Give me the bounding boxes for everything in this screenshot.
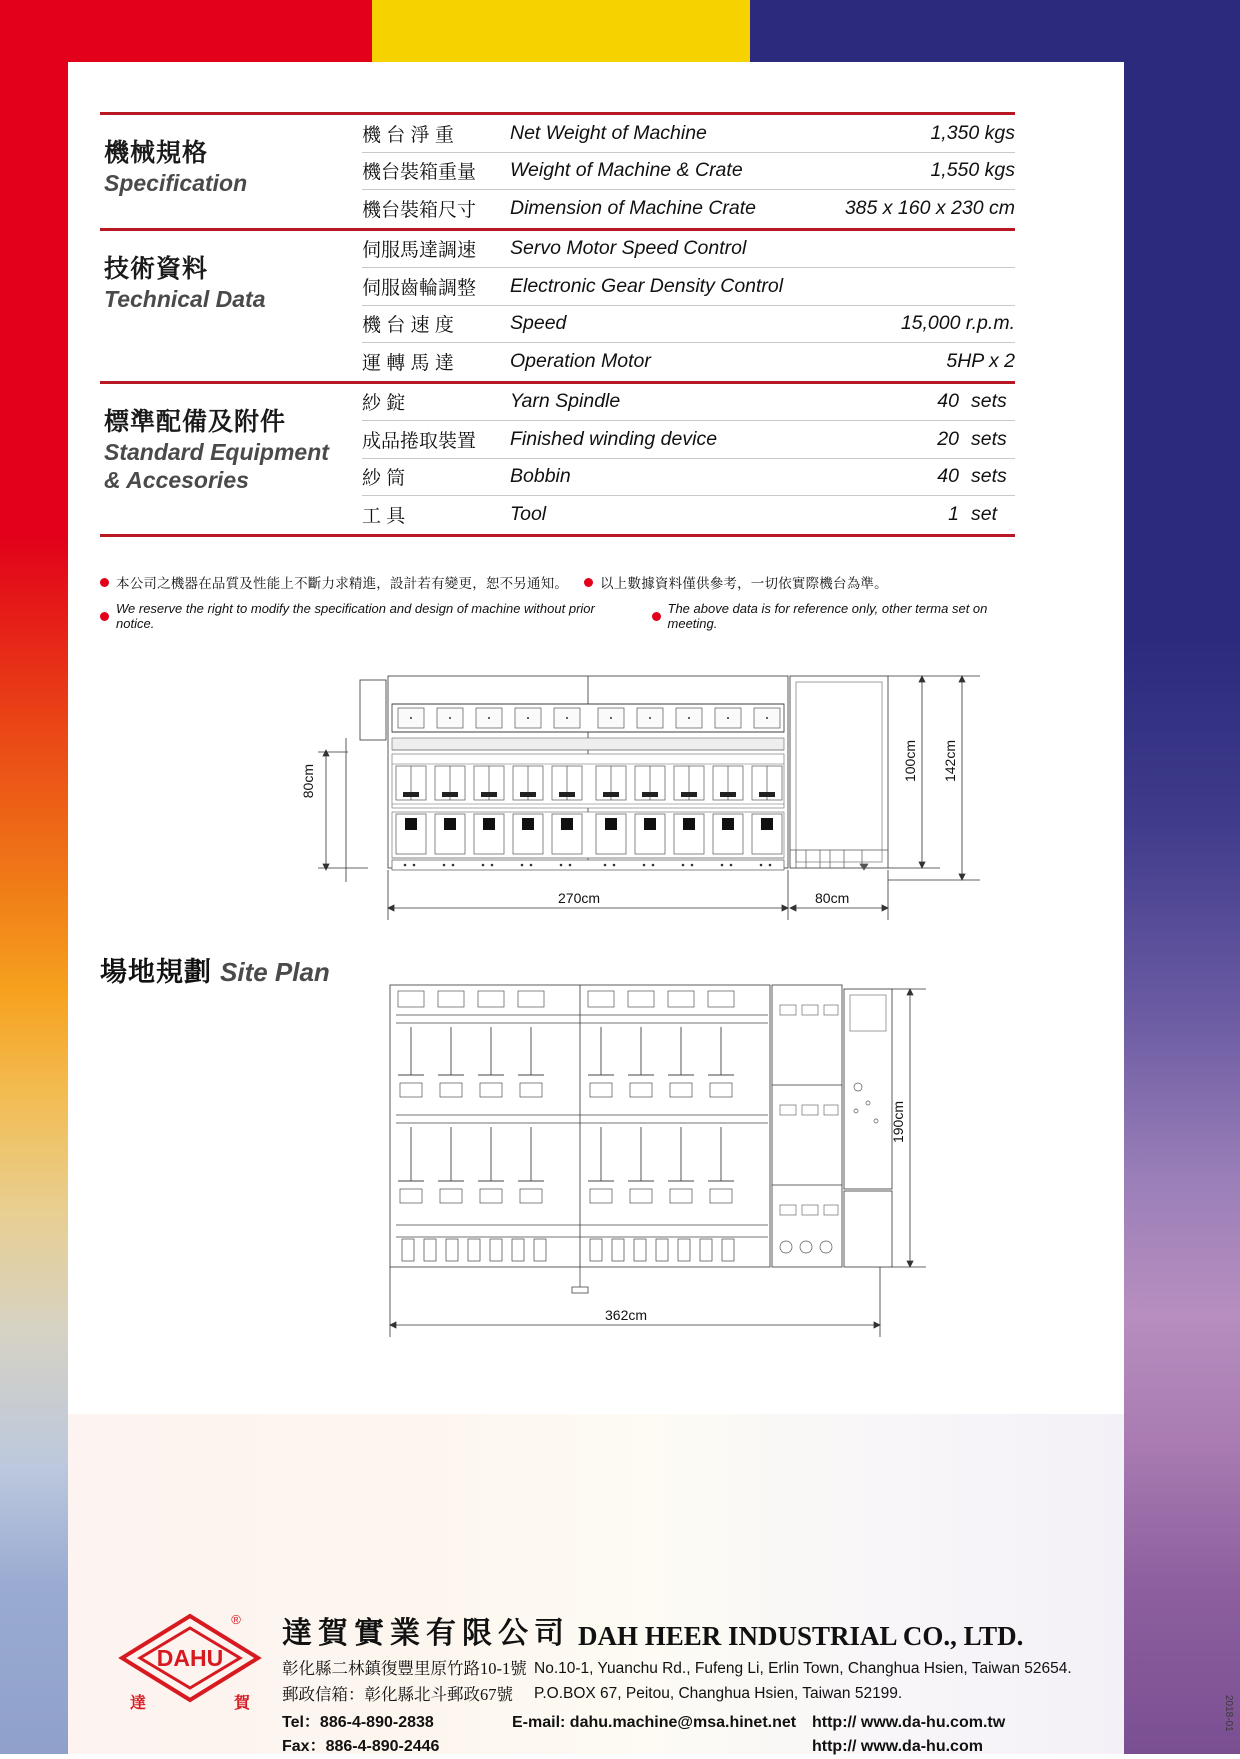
svg-text:®: ® bbox=[231, 1612, 241, 1627]
dim-label-362cm: 362cm bbox=[605, 1307, 648, 1323]
address-block bbox=[282, 1656, 1128, 1707]
section-title-cn: 標準配備及附件 bbox=[104, 407, 287, 436]
document-code: 2018-01 bbox=[1223, 1695, 1234, 1732]
row-label-cn: 紗 筒 bbox=[362, 468, 406, 490]
address-cn bbox=[282, 1656, 534, 1707]
bullet-dot-icon bbox=[100, 578, 109, 587]
address-en bbox=[534, 1656, 1128, 1707]
top-view-svg bbox=[290, 668, 1010, 938]
row-label-en: Bobbin bbox=[510, 465, 571, 488]
section-title bbox=[100, 115, 362, 228]
row-label-cn: 紗 錠 bbox=[362, 393, 406, 415]
row-label-cn: 機台裝箱重量 bbox=[362, 162, 477, 184]
row-label-cn: 運 轉 馬 達 bbox=[362, 353, 454, 375]
top-band-yellow bbox=[372, 0, 750, 62]
row-label-cn: 工 具 bbox=[362, 506, 406, 528]
dahu-logo bbox=[118, 1608, 268, 1728]
bullet-dot-icon bbox=[100, 612, 109, 621]
note-en-2: The above data is for reference only, other terma set on meeting. bbox=[667, 601, 988, 631]
row-label-en: Net Weight of Machine bbox=[510, 121, 707, 144]
table-row bbox=[362, 231, 1015, 269]
section-rows bbox=[362, 115, 1015, 228]
row-label-cn: 機 台 速 度 bbox=[362, 315, 454, 337]
row-unit: set bbox=[971, 503, 998, 526]
row-value: 40 bbox=[937, 465, 959, 488]
row-value: 20 bbox=[937, 427, 959, 450]
note-cn-2: 以上數據資料僅供參考，一切依實際機台為準。 bbox=[600, 576, 888, 591]
row-unit: sets bbox=[971, 465, 1007, 488]
svg-text:DAHU: DAHU bbox=[156, 1645, 224, 1671]
row-label-en: Electronic Gear Density Control bbox=[510, 274, 784, 297]
address-en-line2: P.O.BOX 67, Peitou, Changhua Hsien, Taiwan 52199. bbox=[534, 1685, 903, 1703]
row-label-en: Weight of Machine & Crate bbox=[510, 159, 743, 182]
dim-label-142cm: 142cm bbox=[942, 740, 958, 783]
note-en-1: We reserve the right to modify the specification and design of machine without prior notice. bbox=[116, 601, 595, 631]
address-en-line1: No.10-1, Yuanchu Rd., Fufeng Li, Erlin Town, Changhua Hsien, Taiwan 52654. bbox=[534, 1660, 1072, 1677]
specification-table bbox=[100, 112, 1015, 537]
phone-block bbox=[282, 1711, 512, 1759]
row-label-en: Speed bbox=[510, 312, 567, 335]
table-row bbox=[362, 153, 1015, 191]
row-value: 40 bbox=[937, 390, 959, 413]
row-label-cn: 成品捲取裝置 bbox=[362, 430, 477, 452]
row-value: 5HP x 2 bbox=[946, 350, 1015, 373]
svg-text:賀: 賀 bbox=[233, 1695, 251, 1712]
row-label-cn: 機台裝箱尺寸 bbox=[362, 200, 477, 222]
site-plan-drawing bbox=[350, 975, 950, 1355]
table-row bbox=[362, 459, 1015, 497]
top-band-red bbox=[0, 0, 372, 62]
section-title-en: Standard Equipment bbox=[104, 438, 329, 465]
telephone: Tel：886-4-890-2838 bbox=[282, 1714, 434, 1732]
left-gradient-strip bbox=[0, 62, 68, 1754]
table-row bbox=[362, 421, 1015, 459]
fax: Fax：886-4-890-2446 bbox=[282, 1738, 440, 1756]
table-row bbox=[362, 496, 1015, 534]
spec-section-standard-equipment bbox=[100, 384, 1015, 534]
note-line-cn bbox=[100, 572, 1040, 592]
address-cn-line1: 彰化縣二林鎮復豐里原竹路10-1號 bbox=[282, 1659, 527, 1678]
section-title bbox=[100, 384, 362, 534]
table-row bbox=[362, 190, 1015, 228]
site-plan-title-cn: 場地規劃 bbox=[100, 957, 212, 987]
row-label-cn: 伺服馬達調速 bbox=[362, 240, 477, 262]
website-block bbox=[812, 1711, 1128, 1759]
row-value: 1,550 kgs bbox=[930, 159, 1015, 182]
company-footer bbox=[118, 1608, 1128, 1759]
row-value: 1,350 kgs bbox=[930, 121, 1015, 144]
site-plan-svg bbox=[350, 975, 950, 1355]
website-link-tw[interactable]: http:// www.da-hu.com.tw bbox=[812, 1714, 1006, 1732]
machine-top-view-drawing bbox=[290, 668, 1010, 938]
section-title-en-line2: & Accesories bbox=[104, 467, 249, 494]
section-rows bbox=[362, 231, 1015, 381]
row-unit: sets bbox=[971, 427, 1007, 450]
row-label-en: Finished winding device bbox=[510, 427, 718, 450]
email-block bbox=[512, 1711, 812, 1759]
table-row bbox=[362, 384, 1015, 422]
row-label-cn: 伺服齒輪調整 bbox=[362, 277, 477, 299]
bullet-dot-icon bbox=[652, 612, 661, 621]
dim-label-190cm: 190cm bbox=[890, 1101, 906, 1144]
dim-label-270cm: 270cm bbox=[558, 890, 601, 906]
company-name-cn: 達賀實業有限公司 bbox=[282, 1617, 570, 1650]
right-gradient-strip bbox=[1124, 62, 1240, 1754]
contact-block bbox=[282, 1711, 1128, 1759]
site-plan-title-en: Site Plan bbox=[220, 957, 330, 987]
disclaimer-notes bbox=[100, 572, 1040, 640]
section-title-cn: 技術資料 bbox=[104, 254, 209, 283]
company-name-en: DAH HEER INDUSTRIAL CO., LTD. bbox=[578, 1621, 1024, 1651]
section-rows bbox=[362, 384, 1015, 534]
note-line-en bbox=[100, 601, 1040, 631]
bullet-dot-icon bbox=[584, 578, 593, 587]
spec-section-specification bbox=[100, 115, 1015, 228]
row-label-cn: 機 台 淨 重 bbox=[362, 124, 454, 146]
section-title bbox=[100, 231, 362, 381]
table-row bbox=[362, 268, 1015, 306]
svg-text:達: 達 bbox=[129, 1695, 147, 1712]
note-cn-1: 本公司之機器在品質及性能上不斷力求精進，設計若有變更，恕不另通知。 bbox=[116, 576, 569, 591]
dahu-diamond-logo-icon bbox=[118, 1608, 268, 1726]
dim-label-100cm: 100cm bbox=[902, 740, 918, 783]
email-address[interactable]: E-mail: dahu.machine@msa.hinet.net bbox=[512, 1714, 797, 1732]
row-value: 1 bbox=[948, 503, 959, 526]
row-label-en: Dimension of Machine Crate bbox=[510, 197, 757, 220]
row-label-en: Tool bbox=[510, 503, 547, 526]
website-link-com[interactable]: http:// www.da-hu.com bbox=[812, 1738, 983, 1756]
company-name-row bbox=[282, 1608, 1128, 1652]
site-plan-heading bbox=[100, 950, 330, 989]
section-title-cn: 機械規格 bbox=[104, 139, 209, 167]
address-cn-line2: 郵政信箱：彰化縣北斗郵政67號 bbox=[282, 1684, 513, 1704]
table-rule-bottom bbox=[100, 534, 1015, 537]
table-row bbox=[362, 115, 1015, 153]
row-label-en: Yarn Spindle bbox=[510, 390, 621, 413]
row-label-en: Servo Motor Speed Control bbox=[510, 237, 747, 260]
row-value: 15,000 r.p.m. bbox=[900, 312, 1015, 335]
row-value: 385 x 160 x 230 cm bbox=[844, 197, 1015, 220]
top-band-blue bbox=[750, 0, 1240, 62]
row-unit: sets bbox=[971, 390, 1007, 413]
section-title-en: Technical Data bbox=[104, 285, 266, 312]
dim-label-80cm-side: 80cm bbox=[815, 890, 850, 906]
table-row bbox=[362, 306, 1015, 344]
row-label-en: Operation Motor bbox=[510, 350, 651, 373]
spec-section-technical-data bbox=[100, 231, 1015, 381]
section-title-en: Specification bbox=[104, 170, 248, 196]
table-row bbox=[362, 343, 1015, 381]
company-info bbox=[282, 1608, 1128, 1759]
dim-label-height-80cm: 80cm bbox=[300, 764, 316, 799]
